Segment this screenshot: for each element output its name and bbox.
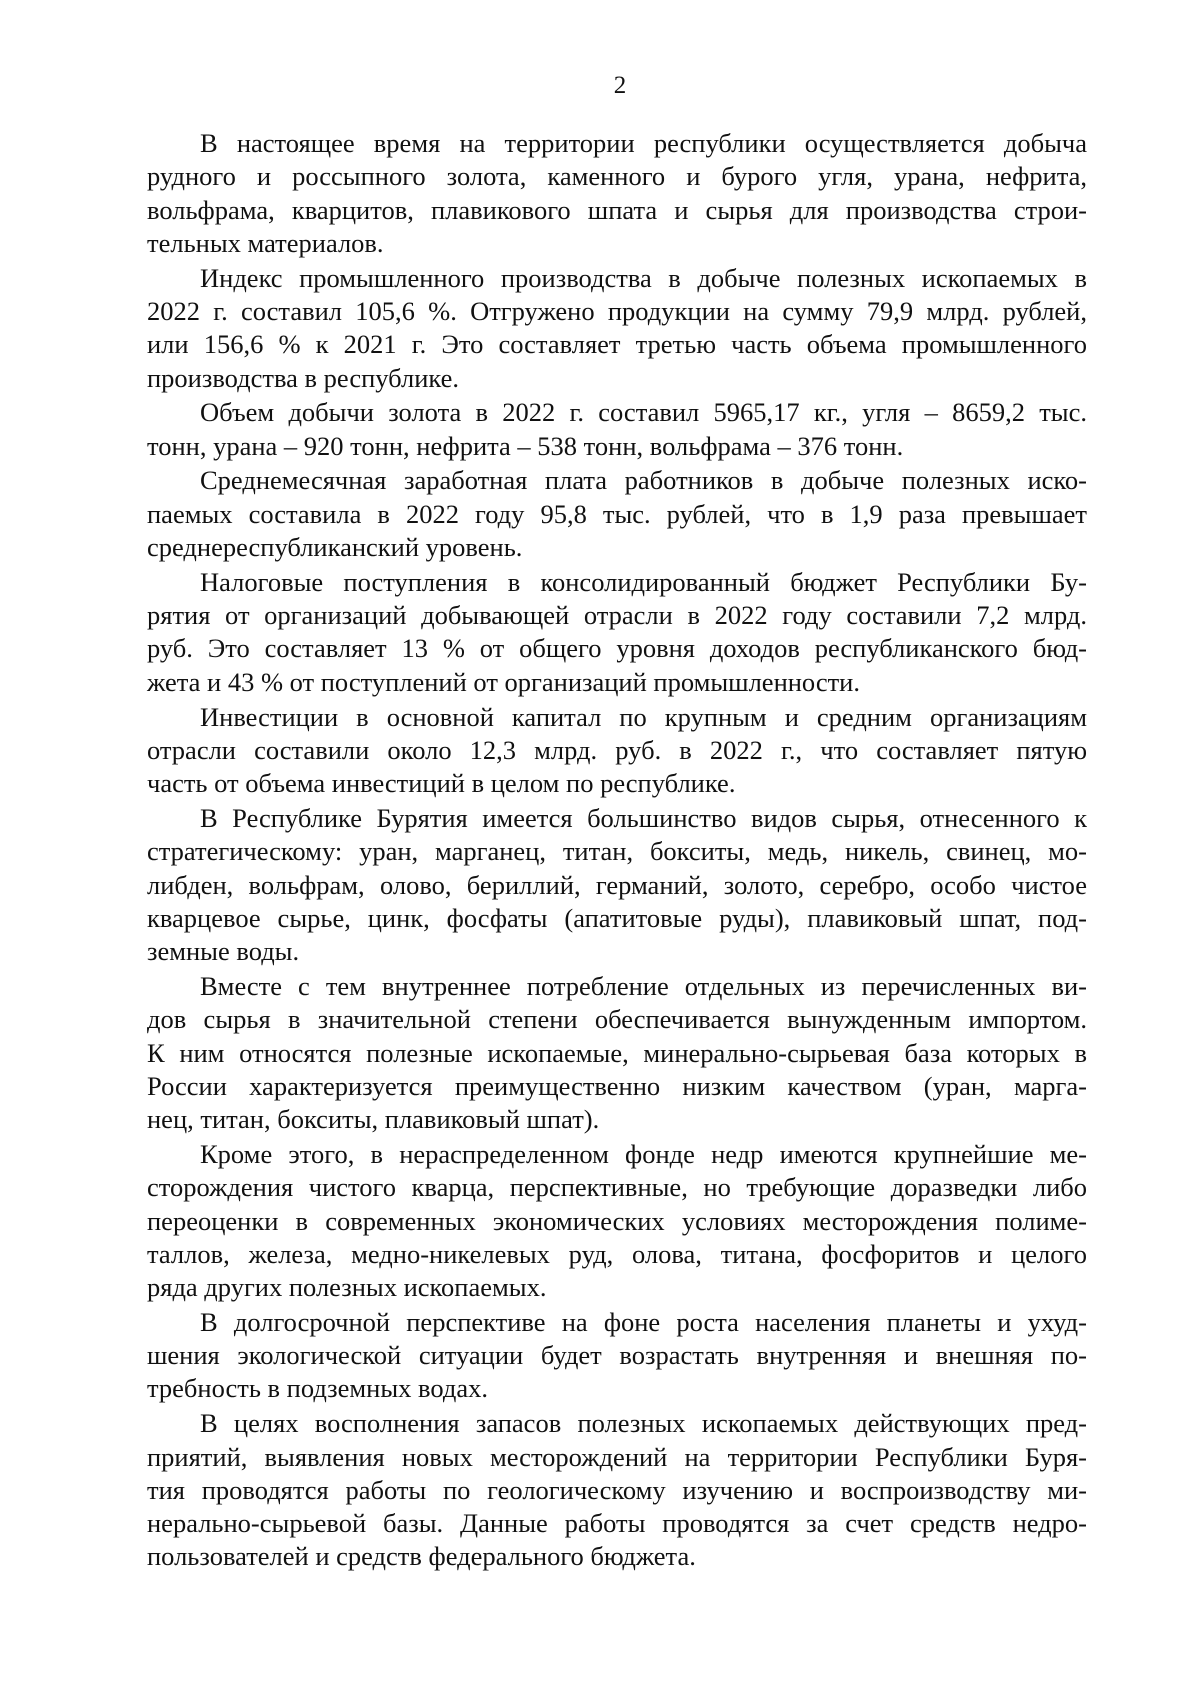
paragraph	[147, 566, 1087, 699]
paragraph	[147, 262, 1087, 395]
paragraph	[147, 1306, 1087, 1406]
paragraph-line: тонн, урана – 920 тонн, нефрита – 538 тонн, вольфрама – 376 тонн.	[147, 430, 904, 461]
paragraph-line: руб. Это составляет 13 % от общего уровня доходов республиканского бюд-	[147, 633, 1087, 664]
paragraph-line: переоценки в современных экономических условиях месторождения полиме-	[147, 1205, 1087, 1236]
paragraph-line: нерально-сырьевой базы. Данные работы проводятся за счет средств недро-	[147, 1508, 1087, 1539]
paragraph-line: сторождения чистого кварца, перспективные, но требующие доразведки либо	[147, 1172, 1087, 1203]
paragraph-line: требность в подземных водах.	[147, 1373, 488, 1404]
paragraph-line: Индекс промышленного производства в добыче полезных ископаемых в	[200, 262, 1087, 293]
paragraph-line: часть от объема инвестиций в целом по республике.	[147, 768, 736, 799]
paragraph-line: или 156,6 % к 2021 г. Это составляет третью часть объема промышленного	[147, 329, 1087, 360]
paragraph	[147, 802, 1087, 968]
paragraph	[147, 1138, 1087, 1304]
paragraph-line: В Республике Бурятия имеется большинство видов сырья, отнесенного к	[200, 802, 1087, 833]
paragraph-line: отрасли составили около 12,3 млрд. руб. в 2022 г., что составляет пятую	[147, 734, 1087, 765]
paragraph-line: дов сырья в значительной степени обеспечивается вынужденным импортом.	[147, 1004, 1087, 1035]
paragraph-line: ряда других полезных ископаемых.	[147, 1272, 547, 1303]
paragraph	[147, 701, 1087, 801]
paragraph-line: пользователей и средств федерального бюджета.	[147, 1541, 696, 1572]
paragraph	[147, 970, 1087, 1136]
paragraph-line: Инвестиции в основной капитал по крупным и средним организациям	[200, 701, 1087, 732]
paragraph-line: производства в республике.	[147, 362, 460, 393]
paragraph-line: Кроме этого, в нераспределенном фонде недр имеются крупнейшие ме-	[200, 1138, 1087, 1169]
paragraph-line: В целях восполнения запасов полезных ископаемых действующих пред-	[200, 1408, 1087, 1439]
paragraph-line: шения экологической ситуации будет возрастать внутренняя и внешняя по-	[147, 1340, 1087, 1371]
paragraph-line: Среднемесячная заработная плата работников в добыче полезных иско-	[200, 465, 1087, 496]
paragraph-line: либден, вольфрам, олово, бериллий, германий, золото, серебро, особо чистое	[147, 869, 1087, 900]
paragraph-line: В долгосрочной перспективе на фоне роста населения планеты и ухуд-	[200, 1306, 1087, 1337]
paragraph-line: К ним относятся полезные ископаемые, минерально-сырьевая база которых в	[147, 1037, 1087, 1068]
paragraph-line: стратегическому: уран, марганец, титан, бокситы, медь, никель, свинец, мо-	[147, 836, 1087, 867]
paragraph-line: Объем добычи золота в 2022 г. составил 5965,17 кг., угля – 8659,2 тыс.	[200, 397, 1087, 428]
paragraph	[147, 127, 1087, 260]
paragraph-line: тельных материалов.	[147, 227, 384, 258]
paragraph-line: приятий, выявления новых месторождений на территории Республики Буря-	[147, 1441, 1087, 1472]
paragraph-line: Вместе с тем внутреннее потребление отдельных из перечисленных ви-	[200, 970, 1087, 1001]
paragraph-line: жета и 43 % от поступлений от организаций промышленности.	[147, 666, 860, 697]
paragraph	[147, 1407, 1087, 1573]
paragraph-line: рудного и россыпного золота, каменного и бурого угля, урана, нефрита,	[147, 161, 1087, 192]
paragraph-line: среднереспубликанский уровень.	[147, 532, 523, 563]
paragraph	[147, 396, 1087, 463]
paragraph-line: Налоговые поступления в консолидированный бюджет Республики Бу-	[200, 566, 1087, 597]
paragraph	[147, 464, 1087, 564]
paragraph-line: вольфрама, кварцитов, плавикового шпата и сырья для производства строи-	[147, 194, 1087, 225]
paragraph-line: тия проводятся работы по геологическому изучению и воспроизводству ми-	[147, 1474, 1087, 1505]
document-body	[147, 127, 1087, 1575]
paragraph-line: кварцевое сырье, цинк, фосфаты (апатитовые руды), плавиковый шпат, под-	[147, 902, 1087, 933]
paragraph-line: В настоящее время на территории республики осуществляется добыча	[200, 128, 1087, 158]
page-number: 2	[613, 72, 627, 99]
paragraph-line: нец, титан, бокситы, плавиковый шпат).	[147, 1104, 600, 1135]
paragraph-line: России характеризуется преимущественно низким качеством (уран, марга-	[147, 1070, 1087, 1101]
paragraph-line: 2022 г. составил 105,6 %. Отгружено продукции на сумму 79,9 млрд. рублей,	[147, 295, 1087, 326]
paragraph-line: рятия от организаций добывающей отрасли в 2022 году составили 7,2 млрд.	[147, 600, 1087, 631]
paragraph-line: паемых составила в 2022 году 95,8 тыс. рублей, что в 1,9 раза превышает	[147, 498, 1087, 529]
paragraph-line: таллов, железа, медно-никелевых руд, олова, титана, фосфоритов и целого	[147, 1238, 1087, 1269]
paragraph-line: земные воды.	[147, 936, 300, 967]
